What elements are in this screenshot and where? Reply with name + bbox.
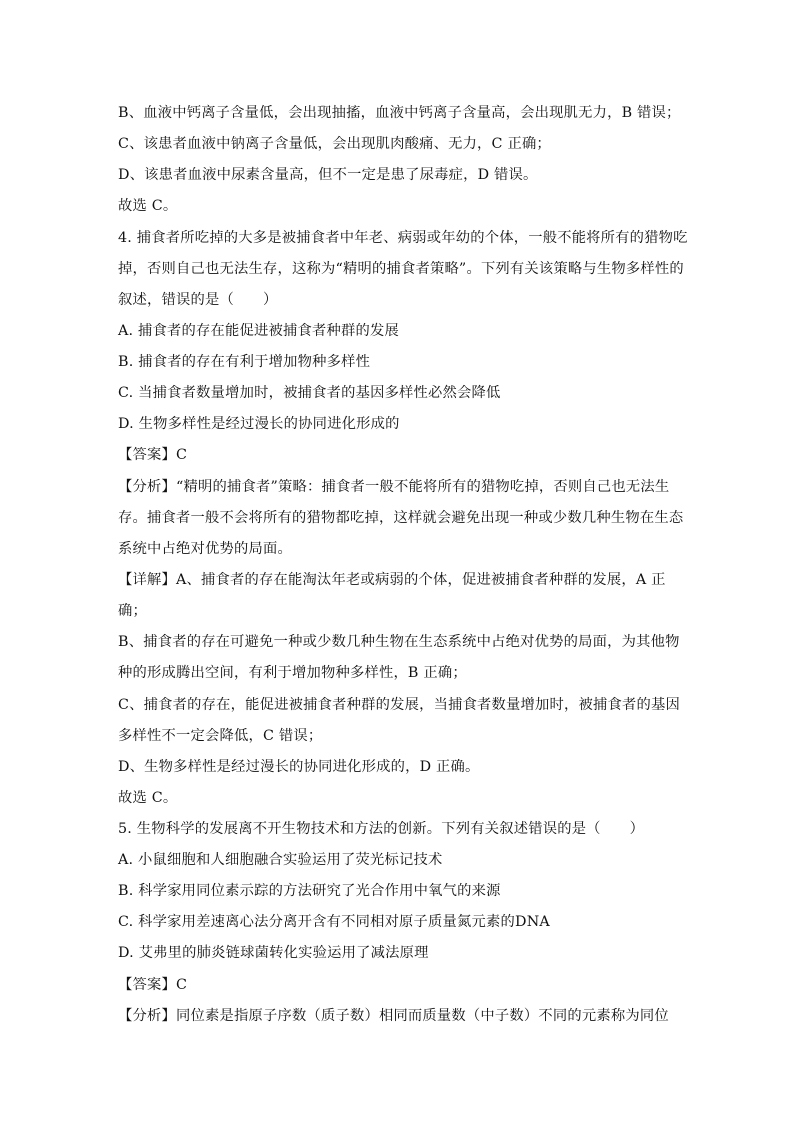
answer-label: 【答案】C bbox=[118, 447, 188, 463]
analysis-text: 系统中占绝对优势的局面。 bbox=[118, 541, 292, 557]
analysis-text: 【分析】同位素是指原子序数（质子数）相同而质量数（中子数）不同的元素称为同位 bbox=[118, 1008, 669, 1024]
explanation-text: D、生物多样性是经过漫长的协同进化形成的，D 正确。 bbox=[118, 759, 480, 775]
explanation-text: C、捕食者的存在，能促进被捕食者种群的发展，当捕食者数量增加时，被捕食者的基因 bbox=[118, 697, 681, 713]
explanation-text: 多样性不一定会降低，C 错误； bbox=[118, 728, 323, 744]
answer-label: 【答案】C bbox=[118, 977, 188, 993]
text-line: 故选 C。 bbox=[118, 790, 178, 806]
explanation-text: 【详解】A、捕食者的存在能淘汰年老或病弱的个体，促进被捕食者种群的发展，A 正 bbox=[118, 572, 666, 588]
question-4-stem: 叙述，错误的是（ ） bbox=[118, 292, 278, 308]
option-c: C. 当捕食者数量增加时，被捕食者的基因多样性必然会降低 bbox=[118, 385, 501, 401]
text-line: B、血液中钙离子含量低，会出现抽搐，血液中钙离子含量高，会出现肌无力，B 错误； bbox=[118, 105, 681, 121]
question-5-stem: 5. 生物科学的发展离不开生物技术和方法的创新。下列有关叙述错误的是（ ） bbox=[118, 821, 645, 837]
text-line: 故选 C。 bbox=[118, 198, 178, 214]
explanation-text: 确； bbox=[118, 603, 147, 619]
option-b: B. 科学家用同位素示踪的方法研究了光合作用中氧气的来源 bbox=[118, 883, 501, 899]
text-line: C、该患者血液中钠离子含量低，会出现肌肉酸痛、无力，C 正确； bbox=[118, 136, 551, 152]
text-line: D、该患者血液中尿素含量高，但不一定是患了尿毒症，D 错误。 bbox=[118, 167, 538, 183]
question-4-stem: 掉，否则自己也无法生存，这称为“精明的捕食者策略”。下列有关该策略与生物多样性的 bbox=[118, 261, 684, 277]
option-b: B. 捕食者的存在有利于增加物种多样性 bbox=[118, 354, 371, 370]
option-d: D. 艾弗里的肺炎链球菌转化实验运用了减法原理 bbox=[118, 945, 429, 961]
analysis-text: 存。捕食者一般不会将所有的猎物都吃掉，这样就会避免出现一种或少数几种生物在生态 bbox=[118, 510, 684, 526]
explanation-text: 种的形成腾出空间，有利于增加物种多样性，B 正确； bbox=[118, 665, 467, 681]
explanation-text: B、捕食者的存在可避免一种或少数几种生物在生态系统中占绝对优势的局面，为其他物 bbox=[118, 634, 680, 650]
option-d: D. 生物多样性是经过漫长的协同进化形成的 bbox=[118, 416, 400, 432]
option-c: C. 科学家用差速离心法分离开含有不同相对原子质量氮元素的DNA bbox=[118, 914, 550, 930]
analysis-text: 【分析】“精明的捕食者”策略：捕食者一般不能将所有的猎物吃掉，否则自己也无法生 bbox=[118, 479, 670, 495]
option-a: A. 捕食者的存在能促进被捕食者种群的发展 bbox=[118, 323, 399, 339]
option-a: A. 小鼠细胞和人细胞融合实验运用了荧光标记技术 bbox=[118, 852, 443, 868]
question-4-stem: 4. 捕食者所吃掉的大多是被捕食者中年老、病弱或年幼的个体，一般不能将所有的猎物吃 bbox=[118, 230, 688, 246]
